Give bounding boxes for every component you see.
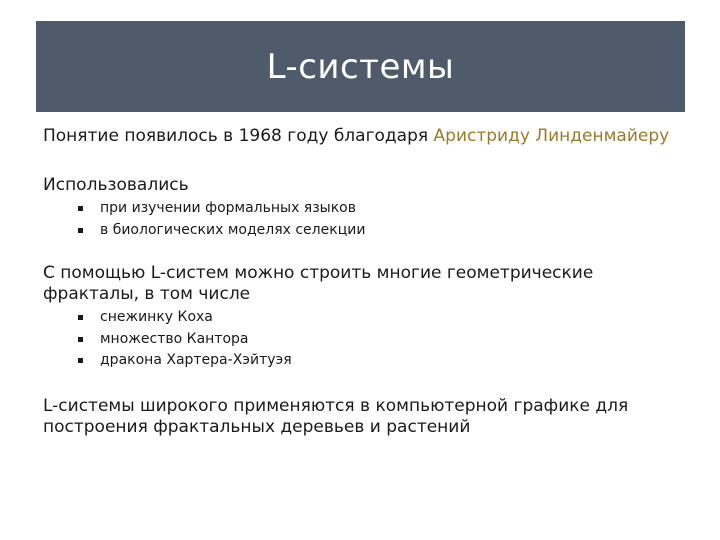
list-item-label: при изучении формальных языков (100, 200, 356, 216)
square-bullet-icon (78, 206, 83, 211)
square-bullet-icon (78, 337, 83, 342)
list-item-label: в биологических моделях селекции (100, 221, 366, 238)
list-item (78, 350, 683, 372)
paragraph-graphics: L-системы широкого применяются в компьютерной графике для построения фрактальных деревьев и растений (43, 395, 629, 437)
paragraph-usage-heading: Использовались (43, 175, 189, 195)
title-bar (36, 21, 685, 112)
slide-content (43, 126, 683, 438)
slide-title: L-системы (266, 46, 455, 87)
paragraph-fractals-heading: С помощью L-систем можно строить многие геометрические фракталы, в том числе (43, 263, 594, 304)
list-item (78, 307, 683, 329)
origin-text: Понятие появилось в 1968 году благодаря (43, 126, 434, 146)
list-item-label: множество Кантора (100, 330, 249, 347)
paragraph-origin (43, 126, 683, 147)
origin-author: Аристриду Линденмайеру (433, 126, 670, 146)
square-bullet-icon (78, 228, 83, 233)
list-item (78, 329, 683, 351)
list-item-label: снежинку Коха (100, 309, 213, 325)
usage-list (43, 198, 683, 241)
fractals-list (43, 307, 683, 372)
list-item (78, 198, 683, 220)
square-bullet-icon (78, 315, 83, 320)
square-bullet-icon (78, 358, 83, 363)
list-item (78, 220, 683, 242)
list-item-label: дракона Хартера-Хэйтуэя (100, 352, 292, 368)
